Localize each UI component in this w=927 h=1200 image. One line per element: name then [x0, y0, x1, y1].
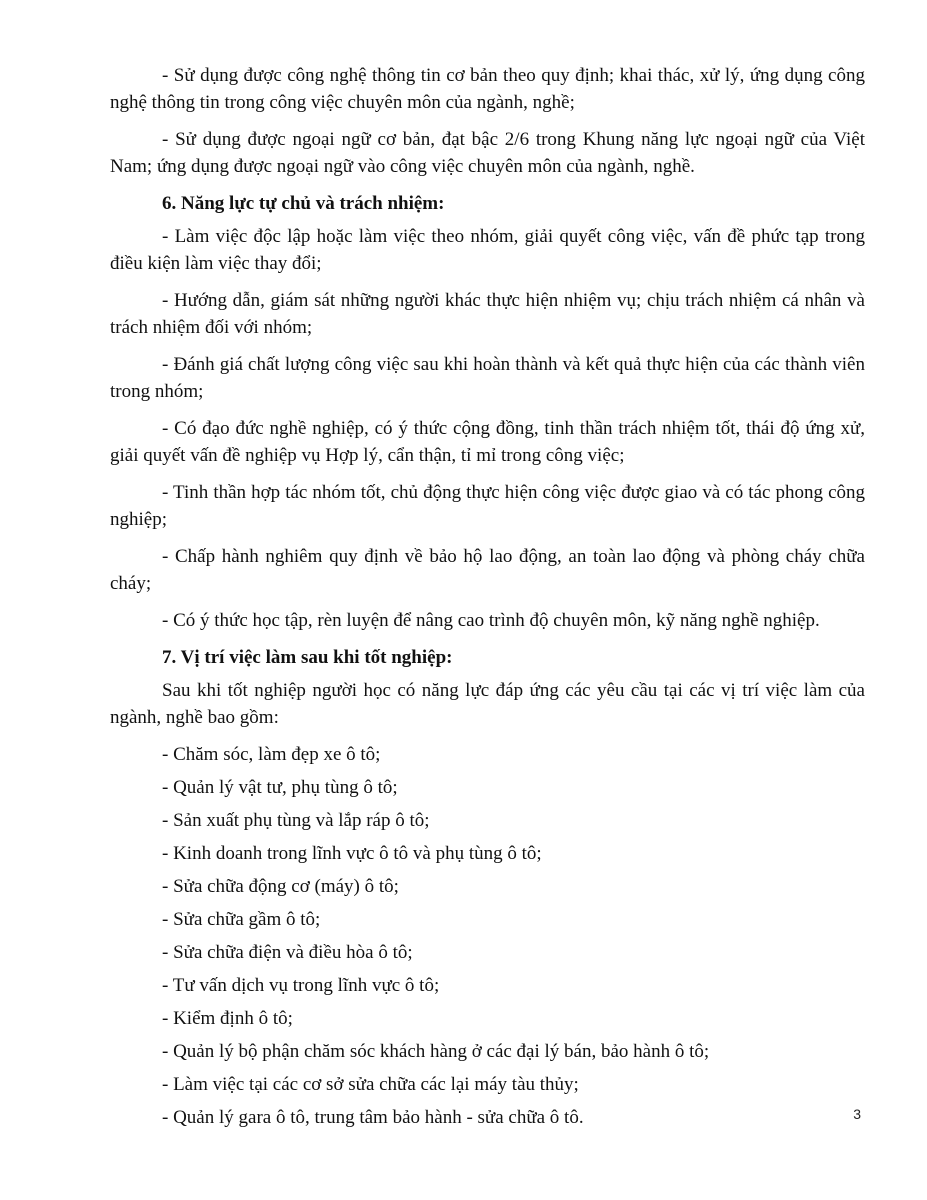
section-7-item: - Quản lý gara ô tô, trung tâm bảo hành - sửa chữa ô tô. [162, 1107, 584, 1128]
section-7-item: - Quản lý vật tư, phụ tùng ô tô; [162, 777, 398, 798]
section-7-intro: Sau khi tốt nghiệp người học có năng lực đáp ứng các yêu cầu tại các vị trí việc làm của ngành, nghề bao gồm: [110, 680, 865, 728]
section-6-item: - Làm việc độc lập hoặc làm việc theo nhóm, giải quyết công việc, vấn đề phức tạp trong điều kiện làm việc thay đổi; [110, 226, 865, 274]
section-7-item: - Sản xuất phụ tùng và lắp ráp ô tô; [162, 810, 430, 831]
section-7-item: - Quản lý bộ phận chăm sóc khách hàng ở các đại lý bán, bảo hành ô tô; [162, 1041, 710, 1062]
paragraph-it-skills: - Sử dụng được công nghệ thông tin cơ bản theo quy định; khai thác, xử lý, ứng dụng công nghệ thông tin trong công việc chuyên môn của ngành, nghề; [110, 65, 865, 113]
section-6-item: - Có ý thức học tập, rèn luyện để nâng cao trình độ chuyên môn, kỹ năng nghề nghiệp. [162, 610, 820, 631]
section-7-heading: 7. Vị trí việc làm sau khi tốt nghiệp: [162, 647, 453, 668]
section-6-item: - Chấp hành nghiêm quy định về bảo hộ lao động, an toàn lao động và phòng cháy chữa cháy; [110, 546, 865, 594]
section-7-item: - Làm việc tại các cơ sở sửa chữa các lại máy tàu thủy; [162, 1074, 579, 1095]
section-6-item: - Có đạo đức nghề nghiệp, có ý thức cộng đồng, tinh thần trách nhiệm tốt, thái độ ứng xử, giải quyết vấn đề nghiệp vụ Hợp lý, cẩn thận, tỉ mỉ trong công việc; [110, 418, 865, 466]
paragraph-foreign-language: - Sử dụng được ngoại ngữ cơ bản, đạt bậc 2/6 trong Khung năng lực ngoại ngữ của Việt Nam; ứng dụng được ngoại ngữ vào công việc chuyên môn của ngành, nghề. [110, 129, 865, 177]
section-6-item: - Tinh thần hợp tác nhóm tốt, chủ động thực hiện công việc được giao và có tác phong công nghiệp; [110, 482, 865, 530]
section-7-item: - Chăm sóc, làm đẹp xe ô tô; [162, 744, 381, 765]
section-6-item: - Đánh giá chất lượng công việc sau khi hoàn thành và kết quả thực hiện của các thành viên trong nhóm; [110, 354, 865, 402]
section-7-item: - Sửa chữa động cơ (máy) ô tô; [162, 876, 399, 897]
section-6-item: - Hướng dẫn, giám sát những người khác thực hiện nhiệm vụ; chịu trách nhiệm cá nhân và trách nhiệm đối với nhóm; [110, 290, 865, 338]
section-7-item: - Kinh doanh trong lĩnh vực ô tô và phụ tùng ô tô; [162, 843, 542, 864]
section-6-heading: 6. Năng lực tự chủ và trách nhiệm: [162, 193, 445, 214]
section-7-item: - Sửa chữa điện và điều hòa ô tô; [162, 942, 413, 963]
page-number: 3 [853, 1106, 861, 1122]
section-7-item: - Kiểm định ô tô; [162, 1008, 293, 1029]
section-7-item: - Tư vấn dịch vụ trong lĩnh vực ô tô; [162, 975, 440, 996]
document-page [110, 62, 865, 1137]
section-7-item: - Sửa chữa gầm ô tô; [162, 909, 321, 930]
